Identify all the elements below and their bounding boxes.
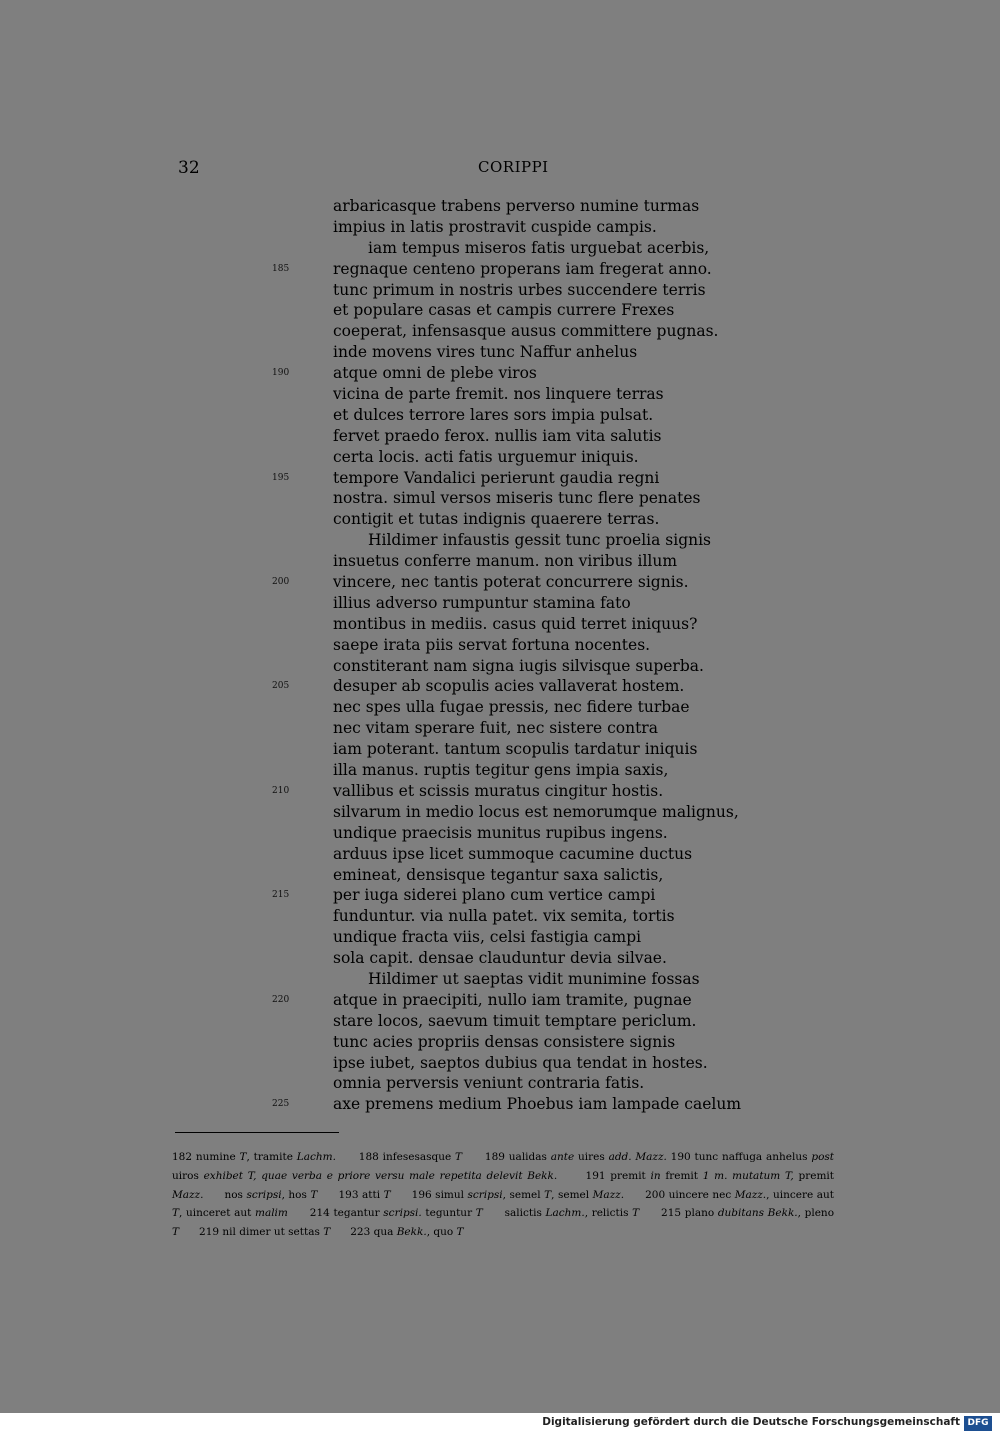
verse-text: atque omni de plebe viros <box>333 364 537 383</box>
verse-text: tunc acies propriis densas consistere signis <box>333 1032 676 1051</box>
verse-line <box>0 1032 1000 1053</box>
apparatus-segment: 190 tunc naffuga anhelus <box>670 1151 812 1163</box>
apparatus-segment: T <box>544 1188 552 1201</box>
verse-line <box>0 572 1000 593</box>
apparatus-segment: uiros <box>172 1151 838 1182</box>
apparatus-segment: in <box>650 1169 661 1182</box>
verse-text: emineat, densisque tegantur saxa salictis, <box>333 865 664 884</box>
verse-text: omnia perversis veniunt contraria fatis. <box>333 1074 645 1093</box>
verse-text: Hildimer infaustis gessit tunc proelia signis <box>368 531 712 550</box>
critical-apparatus <box>172 1148 838 1242</box>
verse-line <box>0 969 1000 990</box>
apparatus-segment: Bekk. <box>396 1226 427 1239</box>
line-number: 195 <box>272 472 290 483</box>
apparatus-segment: exhibet T, quae verba e priore versu male repetita delevit Bekk. <box>203 1169 558 1182</box>
apparatus-segment: salictis <box>482 1207 546 1220</box>
verse-text: inde movens vires tunc Naffur anhelus <box>333 343 638 362</box>
verse-text: Hildimer ut saeptas vidit munimine fossas <box>368 969 700 988</box>
apparatus-segment: add. Mazz. <box>608 1151 667 1163</box>
apparatus-segment: scripsi <box>467 1188 503 1201</box>
line-number: 215 <box>272 890 290 901</box>
line-number: 200 <box>272 577 290 588</box>
verse-text: arduus ipse licet summoque cacumine ductus <box>333 844 693 863</box>
apparatus-segment: malim <box>254 1207 288 1220</box>
verse-line <box>0 614 1000 635</box>
verse-text: constiterant nam signa iugis silvisque superba. <box>333 656 704 675</box>
verse-line <box>0 300 1000 321</box>
verse-line <box>0 635 1000 656</box>
verse-text: et dulces terrore lares sors impia pulsat. <box>333 405 654 424</box>
apparatus-segment: 191 premit <box>557 1169 651 1182</box>
apparatus-segment: , uinceret aut <box>179 1207 255 1220</box>
verse-line <box>0 447 1000 468</box>
verse-text: illius adverso rumpuntur stamina fato <box>333 593 631 612</box>
footnote-rule <box>175 1132 339 1133</box>
verse-line <box>0 342 1000 363</box>
verse-text: tunc primum in nostris urbes succendere terris <box>333 280 706 299</box>
verse-line <box>0 426 1000 447</box>
verse-line <box>0 1011 1000 1032</box>
apparatus-segment: T <box>172 1226 180 1239</box>
apparatus-segment: scripsi <box>246 1188 282 1201</box>
line-number: 225 <box>272 1099 290 1110</box>
verse-text: per iuga siderei plano cum vertice campi <box>333 886 656 905</box>
verse-line <box>0 551 1000 572</box>
verse-line <box>0 927 1000 948</box>
verse-line <box>0 1094 1000 1115</box>
apparatus-segment: 189 ualidas <box>462 1151 551 1163</box>
apparatus-segment: T <box>239 1151 247 1163</box>
verse-text: saepe irata piis servat fortuna nocentes. <box>333 635 651 654</box>
apparatus-segment: Mazz. <box>734 1188 767 1201</box>
apparatus-segment: teguntur <box>425 1207 476 1220</box>
apparatus-segment: , <box>502 1188 506 1201</box>
verse-text: nostra. simul versos miseris tunc flere penates <box>333 489 701 508</box>
verse-text: ipse iubet, saeptos dubius qua tendat in hostes. <box>333 1053 708 1072</box>
line-number: 205 <box>272 681 290 692</box>
apparatus-segment: , uincere aut <box>766 1188 838 1201</box>
verse-text: vincere, nec tantis poterat concurrere signis. <box>333 573 689 592</box>
verse-text: impius in latis prostravit cuspide campis. <box>333 217 657 236</box>
verse-text: silvarum in medio locus est nemorumque malignus, <box>333 802 739 821</box>
verse-line <box>0 990 1000 1011</box>
apparatus-segment: , semel <box>551 1188 593 1201</box>
verse-line <box>0 1053 1000 1074</box>
apparatus-segment: T <box>632 1207 640 1220</box>
verse-text: tempore Vandalici perierunt gaudia regni <box>333 468 660 487</box>
verse-text: iam poterant. tantum scopulis tardatur iniquis <box>333 740 698 759</box>
line-number: 210 <box>272 785 290 796</box>
apparatus-segment: fremit <box>660 1169 703 1182</box>
apparatus-segment: uires <box>574 1151 609 1163</box>
verse-line <box>0 781 1000 802</box>
apparatus-segment: dubitans Bekk. <box>717 1207 798 1220</box>
apparatus-segment: T <box>475 1207 483 1220</box>
verse-text: nec vitam sperare fuit, nec sistere contra <box>333 719 658 738</box>
verse-text: arbaricasque trabens perverso numine turmas <box>333 197 700 215</box>
verse-text: undique fracta viis, celsi fastigia campi <box>333 928 642 947</box>
running-head: CORIPPI <box>478 158 549 176</box>
apparatus-segment: , relictis <box>584 1207 633 1220</box>
verse-line <box>0 280 1000 301</box>
verse-text: et populare casas et campis currere Frexes <box>333 301 675 320</box>
apparatus-segment: Lachm. <box>296 1151 336 1163</box>
apparatus-segment: nos <box>203 1188 247 1201</box>
verse-line <box>0 948 1000 969</box>
page-number: 32 <box>178 158 200 178</box>
apparatus-segment: scripsi. <box>383 1207 422 1220</box>
apparatus-segment: 1 m. mutatum T, <box>702 1169 794 1182</box>
verse-line <box>0 593 1000 614</box>
verse-line <box>0 1073 1000 1094</box>
verse-line <box>0 321 1000 342</box>
verse-text: desuper ab scopulis acies vallaverat hostem. <box>333 677 685 696</box>
verse-text: coeperat, infensasque ausus committere pugnas. <box>333 322 719 341</box>
verse-line <box>0 718 1000 739</box>
verse-text: axe premens medium Phoebus iam lampade caelum <box>333 1095 742 1114</box>
apparatus-segment: , quo <box>426 1226 457 1239</box>
verse-line <box>0 885 1000 906</box>
verse-text: vallibus et scissis muratus cingitur hostis. <box>333 781 664 800</box>
line-number: 190 <box>272 368 290 379</box>
apparatus-segment: Lachm. <box>545 1207 585 1220</box>
verse-line <box>0 196 1000 217</box>
apparatus-segment: , hos <box>281 1188 311 1201</box>
verse-line <box>0 259 1000 280</box>
verse-text: sola capit. densae clauduntur devia silvae. <box>333 949 667 968</box>
verse-line <box>0 405 1000 426</box>
apparatus-segment: , tramite <box>246 1151 297 1163</box>
verse-line <box>0 384 1000 405</box>
verse-line <box>0 676 1000 697</box>
verse-line <box>0 217 1000 238</box>
dfg-logo-icon: DFG <box>964 1416 992 1431</box>
verse-text: montibus in mediis. casus quid terret iniquus? <box>333 614 698 633</box>
verse-block <box>0 196 1000 1115</box>
verse-line <box>0 656 1000 677</box>
verse-line <box>0 865 1000 886</box>
apparatus-segment: T <box>383 1188 391 1201</box>
verse-line <box>0 906 1000 927</box>
apparatus-segment: 196 simul <box>390 1188 468 1201</box>
verse-text: fervet praedo ferox. nullis iam vita salutis <box>333 426 662 445</box>
verse-line <box>0 468 1000 489</box>
line-number: 185 <box>272 263 290 274</box>
apparatus-segment: post <box>811 1151 834 1163</box>
verse-text: funduntur. via nulla patet. vix semita, tortis <box>333 907 675 926</box>
verse-line <box>0 363 1000 384</box>
verse-text: atque in praecipiti, nullo iam tramite, pugnae <box>333 990 692 1009</box>
verse-line <box>0 760 1000 781</box>
apparatus-segment: , pleno <box>797 1207 838 1220</box>
apparatus-segment: Mazz. <box>592 1188 625 1201</box>
verse-line <box>0 844 1000 865</box>
apparatus-segment: 182 numine <box>172 1151 240 1163</box>
apparatus-segment: 200 uincere nec <box>624 1188 735 1201</box>
apparatus-segment: premit <box>793 1169 838 1182</box>
verse-text: contigit et tutas indignis quaerere terras. <box>333 510 660 529</box>
apparatus-segment: 214 tegantur <box>287 1207 384 1220</box>
funding-note: Digitalisierung gefördert durch die Deutsche Forschungsgemeinschaft <box>542 1416 960 1428</box>
verse-line <box>0 802 1000 823</box>
apparatus-segment: 215 plano <box>639 1207 718 1220</box>
verse-text: certa locis. acti fatis urguemur iniquis. <box>333 447 639 466</box>
apparatus-segment: 219 nil dimer ut <box>179 1226 285 1239</box>
apparatus-segment: settas <box>288 1226 324 1239</box>
apparatus-segment: T <box>172 1207 180 1220</box>
verse-text: stare locos, saevum timuit temptare periclum. <box>333 1011 697 1030</box>
verse-line <box>0 509 1000 530</box>
verse-text: undique praecisis munitus rupibus ingens. <box>333 823 668 842</box>
apparatus-segment: T <box>456 1226 464 1239</box>
verse-text: nec spes ulla fugae pressis, nec fidere turbae <box>333 698 690 717</box>
verse-line <box>0 488 1000 509</box>
apparatus-segment: ante <box>550 1151 575 1163</box>
apparatus-segment: 188 infesesasque <box>335 1151 456 1163</box>
apparatus-segment: T <box>310 1188 318 1201</box>
apparatus-segment: T <box>323 1226 331 1239</box>
verse-line <box>0 823 1000 844</box>
verse-text: illa manus. ruptis tegitur gens impia saxis, <box>333 761 669 780</box>
apparatus-segment: 193 atti <box>317 1188 384 1201</box>
line-number: 220 <box>272 994 290 1005</box>
verse-text: regnaque centeno properans iam fregerat anno. <box>333 259 712 278</box>
verse-line <box>0 739 1000 760</box>
verse-line <box>0 238 1000 259</box>
footer-bar <box>0 1413 1000 1434</box>
verse-line <box>0 530 1000 551</box>
verse-text: iam tempus miseros fatis urguebat acerbis, <box>368 238 710 257</box>
verse-text: vicina de parte fremit. nos linquere terras <box>333 385 664 404</box>
apparatus-segment: T <box>455 1151 463 1163</box>
verse-text: insuetus conferre manum. non viribus illum <box>333 552 678 571</box>
apparatus-segment: semel <box>509 1188 545 1201</box>
apparatus-segment: 223 qua <box>330 1226 397 1239</box>
apparatus-segment: Mazz. <box>172 1188 204 1201</box>
verse-line <box>0 697 1000 718</box>
